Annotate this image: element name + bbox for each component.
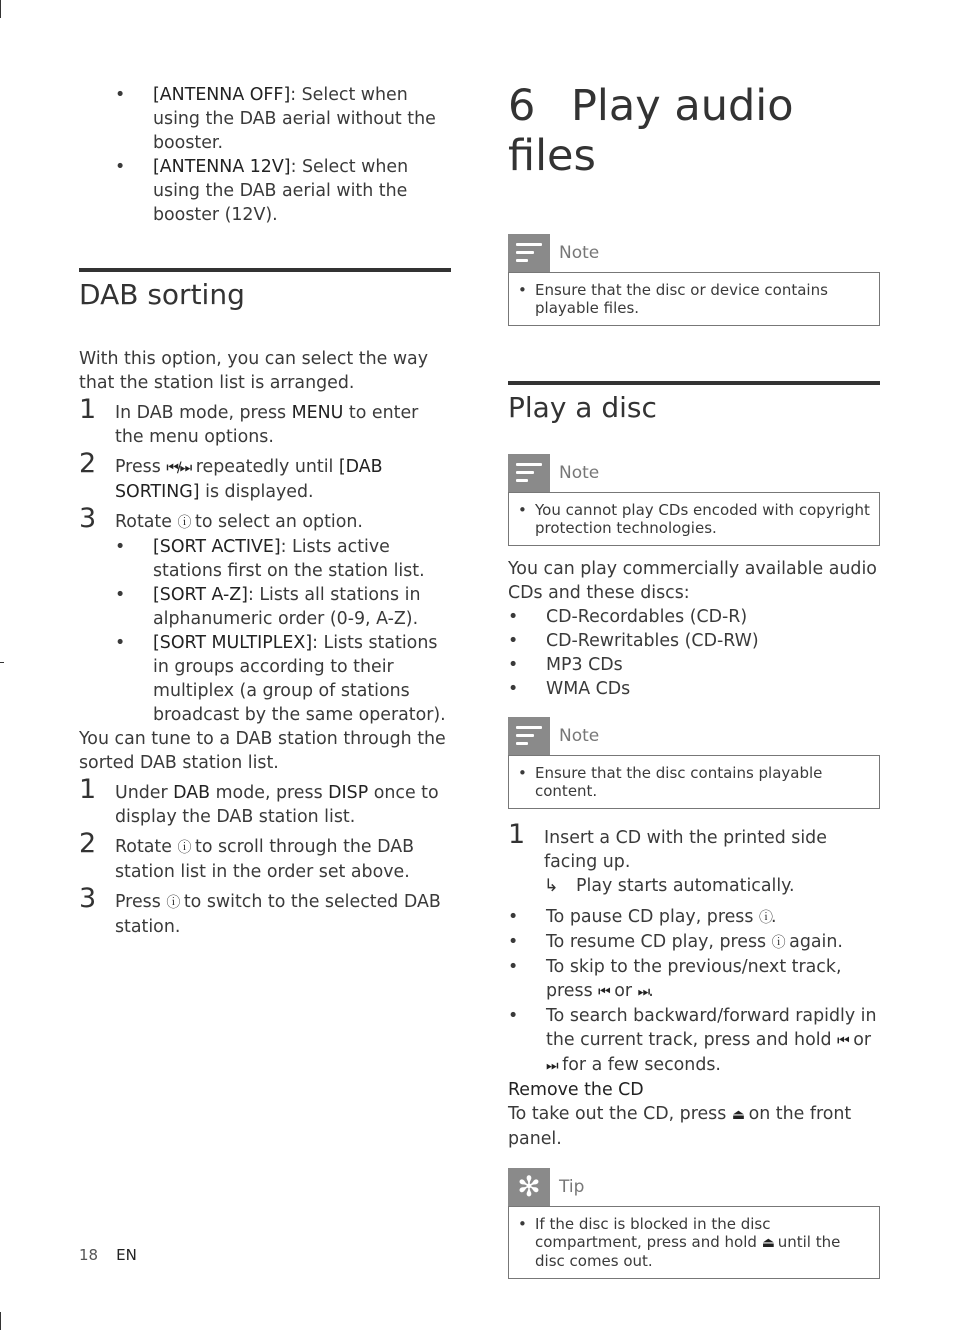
- left-column: [79, 0, 451, 939]
- item-text: until the disc comes out.: [535, 1233, 841, 1270]
- dial-icon: ⓘ: [166, 895, 179, 911]
- step-keyword: DAB: [173, 783, 211, 803]
- list-item: [508, 905, 880, 930]
- step: [79, 774, 451, 829]
- step-text: to select an option.: [189, 512, 363, 532]
- step-result: ↳ Play starts automatically.: [544, 874, 880, 898]
- item-text: To resume CD play, press: [546, 932, 772, 952]
- option-text: : Lists all stations in alphanumeric order (0-9, A-Z).: [153, 585, 421, 629]
- step-text: to enter the menu options.: [115, 403, 419, 447]
- page-number: 18: [79, 1246, 99, 1264]
- item-text: To search backward/forward rapidly in the current track, press and hold: [546, 1006, 877, 1050]
- remove-cd-text: [508, 1102, 880, 1151]
- list-item: [115, 583, 451, 631]
- list-item: [115, 631, 451, 727]
- list-item: [115, 535, 451, 583]
- list-item: • CD-Rewritables (CD-RW): [508, 629, 880, 653]
- antenna-options: [115, 83, 451, 227]
- step-number: 1: [79, 394, 97, 425]
- item-text: To pause CD play, press: [546, 907, 759, 927]
- step-number: 2: [79, 448, 97, 479]
- note-icon: [508, 234, 550, 272]
- step-keyword: DISP: [328, 783, 369, 803]
- section-rule: [508, 381, 880, 385]
- note-header: [508, 717, 880, 755]
- section-title: DAB sorting: [79, 278, 245, 311]
- crop-mark: [0, 0, 1, 18]
- step-number: 2: [79, 828, 97, 859]
- step: [79, 883, 451, 939]
- dial-icon: ⓘ: [758, 910, 771, 926]
- option-text: : Lists stations in groups according to their multiplex (a group of stations broadcast by the same operator).: [153, 633, 446, 725]
- step-text: repeatedly until: [190, 457, 339, 477]
- option-keyword: [SORT A-Z]: [153, 585, 248, 605]
- item-text: To take out the CD, press: [508, 1104, 732, 1124]
- step-text: mode, press: [210, 783, 329, 803]
- note-box: [508, 492, 880, 546]
- step-text: Rotate: [115, 837, 178, 857]
- intro-text: With this option, you can select the way that the station list is arranged.: [79, 349, 429, 393]
- option-keyword: [SORT MULTIPLEX]: [153, 633, 313, 653]
- tip-text: [518, 1215, 871, 1270]
- step-text: to switch to the selected DAB station.: [115, 892, 441, 937]
- step: [508, 819, 880, 898]
- note-label: Note: [559, 243, 600, 263]
- step-text: Insert a CD with the printed side facing up.: [544, 828, 827, 872]
- chapter-heading: [508, 81, 880, 181]
- list-item: [115, 83, 451, 155]
- list-item: [508, 1004, 880, 1078]
- item-text: or: [608, 981, 638, 1001]
- tip-box: [508, 1206, 880, 1279]
- item-text: .: [770, 907, 777, 927]
- prev-next-icon: ⏮/⏭: [166, 460, 191, 476]
- step: [79, 448, 451, 504]
- step-number: 3: [79, 883, 97, 914]
- option-text: : Select when using the DAB aerial without the booster.: [153, 85, 436, 153]
- option-keyword: [ANTENNA 12V]: [153, 157, 291, 177]
- item-text: for a few seconds.: [556, 1055, 721, 1075]
- note-header: [508, 454, 880, 492]
- dial-icon: ⓘ: [177, 515, 190, 531]
- step-text: once to display the DAB station list.: [115, 783, 439, 827]
- list-item: • CD-Recordables (CD-R): [508, 605, 880, 629]
- step-text: to scroll through the DAB station list in the order set above.: [115, 837, 415, 882]
- note-header: [508, 234, 880, 272]
- right-column: [508, 0, 880, 1279]
- tip-header: [508, 1168, 880, 1206]
- step-number: 1: [508, 819, 526, 850]
- option-keyword: [SORT ACTIVE]: [153, 537, 281, 557]
- item-text: .: [648, 981, 654, 1001]
- item-text: on the front panel.: [508, 1104, 852, 1149]
- language-code: EN: [116, 1246, 137, 1264]
- note-block: [508, 454, 880, 546]
- note-icon: [508, 454, 550, 492]
- play-intro: You can play commercially available audio CDs and these discs:: [508, 559, 877, 603]
- step: [79, 828, 451, 884]
- note-text: • Ensure that the disc contains playable content.: [518, 764, 871, 800]
- chapter-number: 6: [508, 81, 536, 131]
- note-label: Note: [559, 463, 600, 483]
- step-text: Rotate: [115, 512, 178, 532]
- step-keyword: [DAB SORTING]: [115, 457, 383, 502]
- step-text: Under: [115, 783, 174, 803]
- note-label: Note: [559, 726, 600, 746]
- step-text: Press: [115, 457, 167, 477]
- next-icon: ⏭: [637, 984, 649, 1000]
- disc-type-list: [508, 605, 880, 701]
- next-icon: ⏭: [546, 1058, 557, 1074]
- asterisk-icon: ✻: [508, 1168, 550, 1206]
- eject-icon: ⏏: [761, 1235, 773, 1251]
- list-item: • WMA CDs: [508, 677, 880, 701]
- tip-block: [508, 1168, 880, 1279]
- eject-icon: ⏏: [731, 1107, 744, 1123]
- crop-mark: [0, 1312, 1, 1330]
- tip-label: Tip: [559, 1177, 585, 1197]
- note-text: • You cannot play CDs encoded with copyright protection technologies.: [518, 501, 871, 537]
- step-number: 1: [79, 774, 97, 805]
- list-item: [115, 155, 451, 227]
- step: [79, 394, 451, 449]
- page-footer: [79, 1243, 137, 1267]
- previous-icon: ⏮: [837, 1033, 848, 1049]
- dial-icon: ⓘ: [177, 840, 190, 856]
- remove-cd-heading: Remove the CD: [508, 1080, 644, 1100]
- list-item: [508, 930, 880, 955]
- section-title: Play a disc: [508, 391, 657, 424]
- step-text: In DAB mode, press: [115, 403, 292, 423]
- note-text: • Ensure that the disc or device contains playable files.: [518, 281, 871, 317]
- dial-icon: ⓘ: [771, 935, 784, 951]
- option-text: : Select when using the DAB aerial with the booster (12V).: [153, 157, 409, 225]
- step-text: Press: [115, 892, 167, 912]
- chapter-title: Play audio files: [508, 81, 794, 181]
- note-block: [508, 234, 880, 326]
- step-number: 3: [79, 503, 97, 534]
- option-text: : Lists active stations first on the station list.: [153, 537, 425, 581]
- step-text: is displayed.: [199, 482, 314, 502]
- item-text: To skip to the previous/next track, press: [546, 957, 842, 1001]
- note-icon: [508, 717, 550, 755]
- option-keyword: [ANTENNA OFF]: [153, 85, 291, 105]
- item-text: again.: [783, 932, 843, 952]
- section-rule: [79, 268, 451, 272]
- note-box: [508, 272, 880, 326]
- crop-mark: [0, 662, 4, 663]
- tune-text: You can tune to a DAB station through the sorted DAB station list.: [79, 729, 446, 773]
- item-text: If the disc is blocked in the disc compartment, press and hold: [535, 1215, 771, 1251]
- previous-icon: ⏮: [598, 984, 609, 1000]
- step: [79, 503, 451, 535]
- control-list: [508, 905, 880, 1078]
- list-item: • MP3 CDs: [508, 653, 880, 677]
- note-block: [508, 717, 880, 809]
- note-box: [508, 755, 880, 809]
- item-text: or: [847, 1030, 872, 1050]
- step-keyword: MENU: [291, 403, 344, 423]
- list-item: [508, 955, 880, 1004]
- sort-options: [115, 535, 451, 727]
